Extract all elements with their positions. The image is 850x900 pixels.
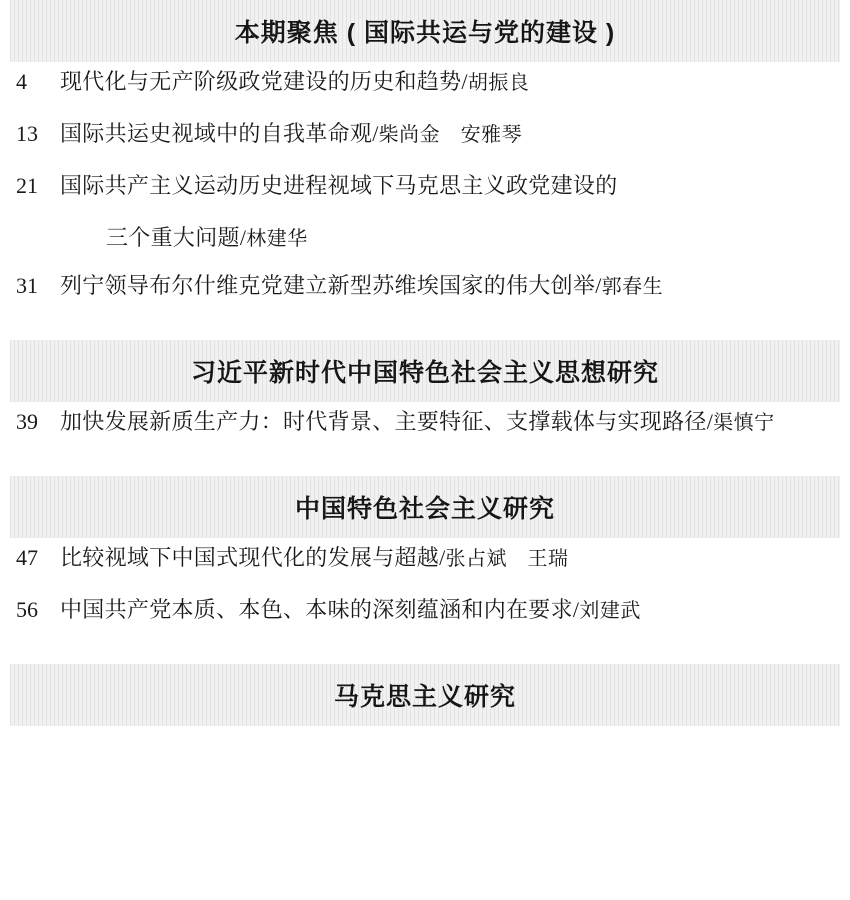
spacer [0,324,850,340]
entry-title [60,66,836,98]
entry-page-number: 21 [16,173,38,198]
entry-title [60,594,836,626]
section-heading-band [10,664,840,726]
entry-authors: 渠慎宁 [713,412,775,434]
spacer [0,648,850,664]
entry-title-text: 列宁领导布尔什维克党建立新型苏维埃国家的伟大创举 [60,273,596,298]
entry-authors: 刘建武 [579,600,641,622]
entry-separator: / [595,273,602,298]
entry-page-number: 56 [16,597,38,622]
entry-page-number: 13 [16,121,38,146]
section-heading-title: 马克思主义研究 [333,683,516,711]
entry-title-text: 国际共运史视域中的自我革命观 [60,121,373,146]
section-heading-band [10,476,840,538]
entry-separator: / [239,225,247,250]
entry-page-number: 31 [16,273,38,298]
section-heading-title: 中国特色社会主义研究 [294,495,555,523]
toc-entry[interactable] [0,170,850,222]
entry-title [60,406,836,438]
entry-separator: / [372,121,379,146]
entry-authors: 郭春生 [601,276,664,298]
entry-title-text: 加快发展新质生产力：时代背景、主要特征、支撑载体与实现路径 [60,409,707,434]
section-heading-band [10,0,840,62]
entry-title [60,270,836,302]
section-heading-title: 习近平新时代中国特色社会主义思想研究 [190,359,659,387]
entry-page-number: 4 [16,69,27,94]
entry-authors: 胡振良 [467,72,530,94]
toc-entry[interactable] [0,118,850,170]
section-entries [0,402,850,460]
section-heading-band [10,340,840,402]
entry-page-number: 47 [16,545,38,570]
toc-entry[interactable] [0,406,850,458]
entry-separator: / [461,69,468,94]
section-entries [0,62,850,324]
section-entries [0,538,850,648]
entry-authors: 张占斌 王瑞 [445,548,569,570]
entry-title-text: 比较视域下中国式现代化的发展与超越 [60,545,440,570]
entry-title [60,222,836,254]
entry-title [60,542,836,574]
entry-title-text: 三个重大问题 [106,225,240,250]
entry-authors: 柴尚金 安雅琴 [378,124,523,146]
section-heading-title: 本期聚焦 ( 国际共运与党的建设 ) [234,19,616,47]
toc-entry[interactable] [0,594,850,646]
entry-separator: / [706,409,714,434]
entry-authors: 林建华 [246,228,308,250]
toc-entry[interactable] [0,542,850,594]
entry-page-number: 39 [16,409,38,434]
entry-title [60,118,836,150]
entry-title-text: 中国共产党本质、本色、本味的深刻蕴涵和内在要求 [60,597,573,622]
entry-title-text: 现代化与无产阶级政党建设的历史和趋势 [60,69,462,94]
entry-title-text: 国际共产主义运动历史进程视域下马克思主义政党建设的 [60,173,618,198]
spacer [0,460,850,476]
entry-separator: / [439,545,446,570]
toc-entry[interactable] [0,66,850,118]
toc-entry[interactable] [0,270,850,322]
entry-title [60,170,836,202]
entry-separator: / [572,597,580,622]
toc-entry-continuation[interactable] [0,222,850,270]
